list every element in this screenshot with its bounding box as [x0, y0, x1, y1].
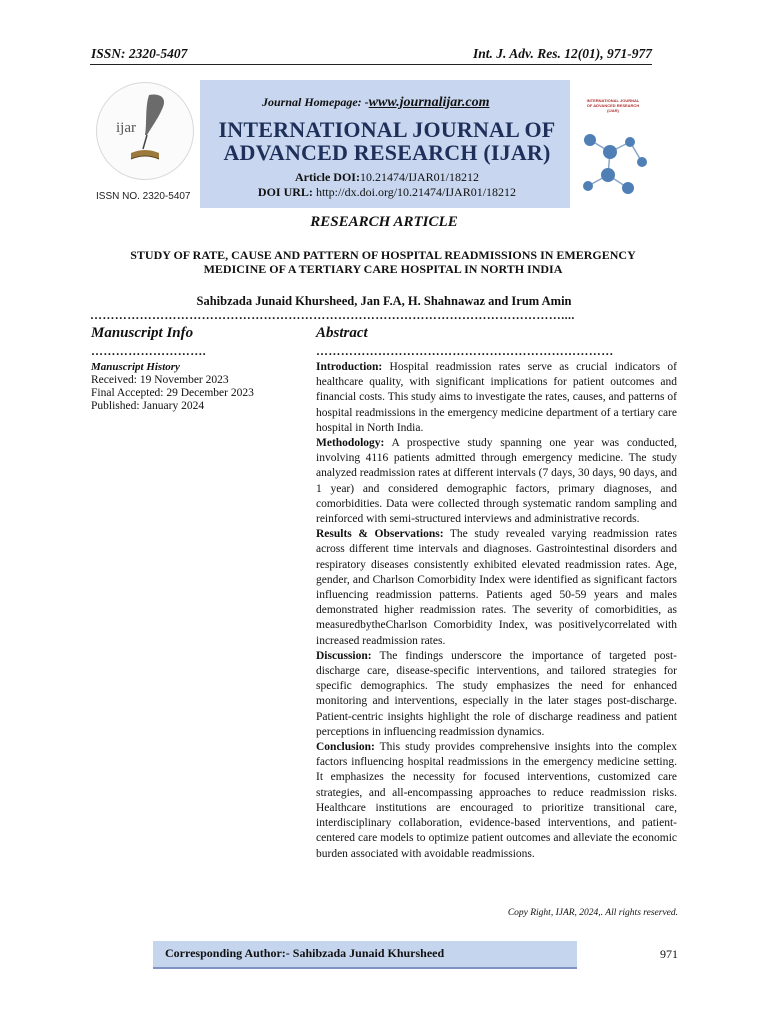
journal-name-line2: ADVANCED RESEARCH (IJAR): [223, 140, 551, 165]
logo-issn: ISSN NO. 2320-5407: [96, 191, 191, 202]
journal-logo: [96, 82, 194, 180]
article-doi-label: Article DOI:: [295, 170, 360, 184]
abstract-conclusion: [316, 740, 677, 862]
manuscript-info-separator: ……………………….: [91, 344, 206, 358]
discussion-label: Discussion:: [316, 649, 372, 662]
journal-name-line1: INTERNATIONAL JOURNAL OF: [218, 117, 556, 142]
article-type: RESEARCH ARTICLE: [310, 214, 458, 230]
doi-url-link[interactable]: http://dx.doi.org/10.21474/IJAR01/18212: [312, 185, 517, 199]
abstract-heading: Abstract: [316, 325, 368, 341]
manuscript-info-heading: Manuscript Info: [91, 325, 194, 341]
copyright-notice: Copy Right, IJAR, 2024,. All rights reserved.: [507, 908, 678, 918]
doi-url-label: DOI URL:: [257, 185, 313, 199]
journal-homepage: [262, 95, 490, 111]
article-title: STUDY OF RATE, CAUSE AND PATTERN OF HOSPITAL READMISSIONS IN EMERGENCY MEDICINE OF A TERTIARY CARE HOSPITAL IN NORTH INDIA: [130, 248, 636, 276]
manuscript-history-label: Manuscript History: [91, 361, 180, 373]
abstract-introduction: [316, 360, 677, 436]
conclusion-label: Conclusion:: [316, 741, 375, 754]
cover-title: INTERNATIONAL JOURNAL OF ADVANCED RESEARCH (IJAR): [586, 98, 640, 113]
page-number: 971: [660, 947, 678, 961]
article-doi-value: 10.21474/IJAR01/18212: [359, 170, 479, 184]
methodology-text: A prospective study spanning one year was conducted, involving 4116 patients admitted through emergency medicine. The study analyzed readmission rates at different intervals (7 days, 30 days, 90 days, and 1 year) and considered demographic factors, primary diagnoses, and comorbidities. Data were collected through systematic random sampling and reinforced with semi-structured interviews and administrative records.: [316, 437, 677, 526]
quill-book-icon: [97, 83, 193, 179]
published-date: Published: January 2024: [91, 400, 205, 413]
abstract-body: [316, 360, 677, 862]
homepage-label: Journal Homepage: -: [262, 95, 369, 109]
abstract-results: [316, 527, 677, 649]
results-label: Results & Observations:: [316, 528, 444, 541]
dotted-separator: ……………………………………………………………………………………………………....: [90, 308, 575, 322]
abstract-methodology: [316, 436, 677, 527]
corresponding-author: Corresponding Author:- Sahibzada Junaid Khursheed: [165, 946, 445, 960]
introduction-text: Hospital readmission rates serve as crucial indicators of healthcare quality, with significant implications for patient outcomes and financial costs. This study aims to investigate the rates, causes, and patterns of hospital readmissions in the emergency medicine department of a tertiary care hospital in North India.: [316, 361, 677, 434]
methodology-label: Methodology:: [316, 437, 385, 450]
journal-cover-image: [570, 80, 652, 208]
logo-text: ijar: [116, 120, 136, 136]
manuscript-dates: [91, 374, 254, 414]
discussion-text: The findings underscore the importance of targeted post-discharge care, disease-specific interventions, and tailored strategies for specific demographics. The study emphasizes the need for enhanced monitoring and interventions, especially in the later stages post-discharge. Patient-centric insights highlight the role of discharge readiness and patient perceptions in influencing readmission dynamics.: [316, 649, 677, 738]
doi-block: [204, 170, 570, 200]
introduction-label: Introduction:: [316, 361, 383, 373]
header-rule: [90, 64, 652, 65]
doi-url: [204, 185, 570, 200]
abstract-discussion: [316, 649, 677, 740]
author-list: Sahibzada Junaid Khursheed, Jan F.A, H. Shahnawaz and Irum Amin: [196, 294, 572, 308]
abstract-separator: ………………………………………………………………: [316, 344, 614, 358]
results-text: The study revealed varying readmission rates across different time intervals and diagnoses. Gastrointestinal disorders and respiratory diseases consistently exhibited elevated readmission rates. Age, gender, and Charlson Comorbidity Index were identified as significant factors influencing readmission patterns. Patients aged 50-59 years and males demonstrated higher readmission rates. The severity of comorbidities, as measuredbytheCharlson Comorbidity Index, was positivelycorrelated with increased readmission rates.: [316, 528, 677, 647]
received-date: Received: 19 November 2023: [91, 374, 229, 386]
article-doi: [204, 170, 570, 185]
issn-header: ISSN: 2320-5407: [91, 46, 188, 61]
citation-header: Int. J. Adv. Res. 12(01), 971-977: [473, 46, 652, 61]
conclusion-text: This study provides comprehensive insights into the complex factors influencing hospital readmissions in the emergency medicine setting. It emphasizes the necessity for focused interventions, customized care strategies, and all-encompassing approaches to reduce readmission risks. Healthcare institutions are encouraged to prioritize transitional care, interdisciplinary collaboration, evidence-based interventions, and patient-centered care models to optimize patient outcomes and alleviate the economic burden associated with avoidable readmissions.: [316, 741, 677, 860]
homepage-link[interactable]: www.journalijar.com: [368, 95, 490, 110]
accepted-date: Final Accepted: 29 December 2023: [91, 387, 254, 400]
journal-name: [204, 118, 570, 164]
